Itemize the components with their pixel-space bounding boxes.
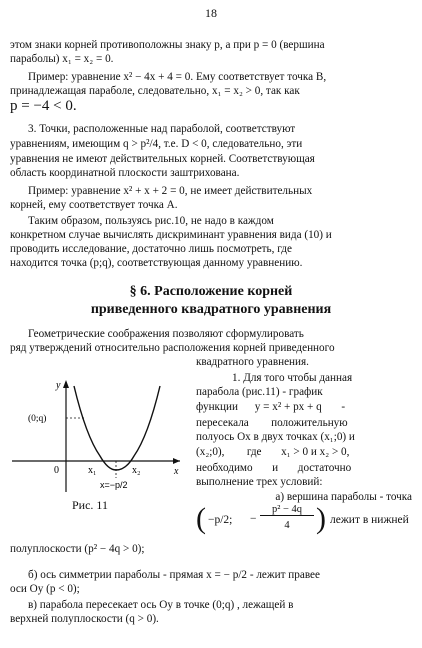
right-column-line: 1. Для того чтобы данная <box>232 372 353 384</box>
paragraph-line: параболы) x₁ = x₂ = 0. <box>10 53 114 65</box>
figure-caption: Рис. 11 <box>72 498 108 512</box>
intro-line: квадратного уравнения. <box>196 356 309 368</box>
paragraph-line: p = −4 < 0. <box>10 98 77 114</box>
paragraph-line: этом знаки корней противоположны знаку p, а при p = 0 (вершина <box>10 39 325 51</box>
origin-label: 0 <box>54 465 59 476</box>
paragraph-line: конкретном случае вычислять дискриминант уравнения вида (10) и <box>10 229 332 241</box>
bottom-line: оси Oy (p < 0); <box>10 583 80 595</box>
bottom-line: в) парабола пересекает ось Oy в точке (0;q) , лежащей в <box>28 599 294 611</box>
paragraph-line: принадлежащая параболе, следовательно, x₁ = x₂ > 0, так как <box>10 85 300 97</box>
x1-label: x₁ <box>88 465 97 476</box>
right-column-line: необходимо и достаточно <box>196 462 352 474</box>
bottom-line: полуплоскости (p² − 4q > 0); <box>10 543 145 555</box>
paragraph-line: уравнениям, имеющим q > p²/4, т.е. D < 0, следовательно, эти <box>10 138 303 150</box>
vertex-x: −p/2; <box>208 514 233 526</box>
section-title: § 6. Расположение корней <box>129 284 293 299</box>
paragraph-line: находится точка (p;q), соответствующая данному уравнению. <box>10 257 303 269</box>
right-column-line: (x₂;0), где x₁ > 0 и x₂ > 0, <box>196 446 350 458</box>
x-axis-arrow <box>173 458 180 464</box>
paragraph-line: Пример: уравнение x² + x + 2 = 0, не имеет действительных <box>28 185 313 197</box>
fraction-numerator: p² − 4q <box>260 504 314 516</box>
paragraph-line: проводить исследование, достаточно лишь посмотреть, где <box>10 243 292 255</box>
q-point-label: (0;q) <box>28 414 47 424</box>
bottom-line: верхней полуплоскости (q > 0). <box>10 613 159 625</box>
paragraph-line: область координатной плоскости заштрихована. <box>10 167 240 179</box>
paragraph-line: уравнения не имеют действительных корней. Соответствующая <box>10 153 315 165</box>
right-column-line: выполнение трех условий: <box>196 476 323 488</box>
vertex-formula <box>196 504 412 538</box>
parabola-curve <box>74 386 160 470</box>
right-column-line: парабола (рис.11) - график <box>196 386 323 398</box>
left-paren: ( <box>196 502 206 535</box>
right-column-line: а) вершина параболы - точка <box>275 491 412 503</box>
bottom-line: б) ось симметрии параболы - прямая x = − p/2 - лежит правее <box>28 569 320 581</box>
paragraph-line: корней, ему соответствует точка A. <box>10 199 178 211</box>
right-column-line: полуось Ox в двух точках (x₁;0) и <box>196 431 355 443</box>
x-axis-label: x <box>174 466 179 477</box>
right-paren: ) <box>316 502 326 535</box>
right-column-line: функции y = x² + px + q - <box>196 401 346 413</box>
vertex-tail: лежит в нижней <box>330 514 409 526</box>
paragraph-line: Таким образом, пользуясь рис.10, не надо в каждом <box>28 215 274 227</box>
paragraph-line: 3. Точки, расположенные над параболой, соответствуют <box>28 123 296 135</box>
fraction-denominator: 4 <box>284 520 290 531</box>
paragraph-line: Пример: уравнение x² − 4x + 4 = 0. Ему соответствует точка B, <box>28 71 327 83</box>
parabola-figure <box>8 378 184 496</box>
right-column-line: пересекала положительную <box>196 417 348 429</box>
page-number: 18 <box>205 6 217 20</box>
vertex-label: x=−p/2 <box>100 480 128 490</box>
minus-sign: − <box>250 513 257 525</box>
y-axis-arrow <box>63 380 69 388</box>
intro-line: ряд утверждений относительно расположения корней приведенного <box>10 342 335 354</box>
intro-line: Геометрические соображения позволяют сформулировать <box>28 328 304 340</box>
x2-label: x₂ <box>132 465 141 476</box>
y-axis-label: y <box>56 380 61 391</box>
section-subtitle: приведенного квадратного уравнения <box>90 302 332 317</box>
